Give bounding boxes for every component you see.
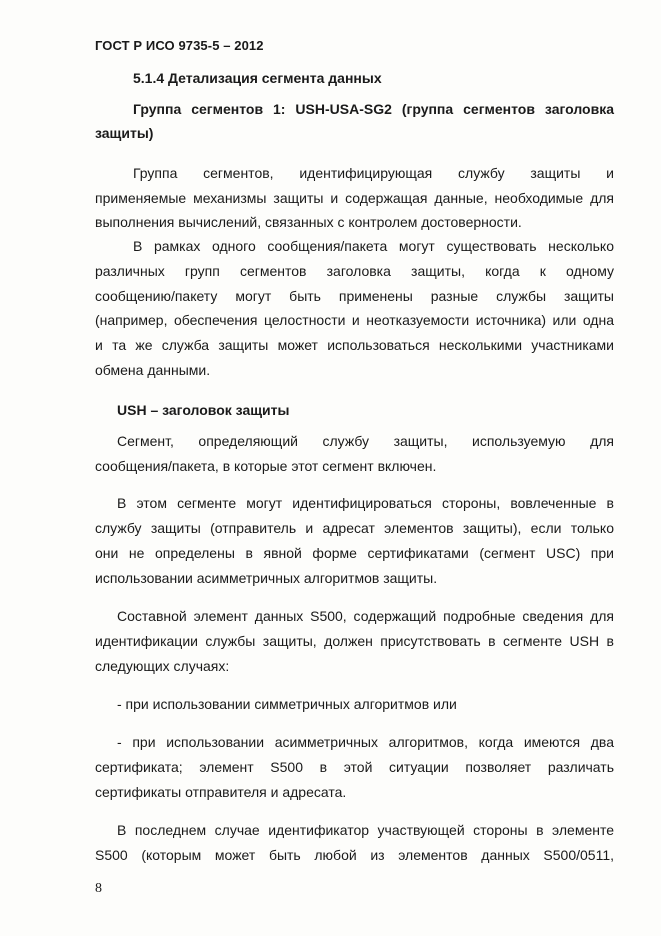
list-item-continuation: сертификаты отправителя и адресата. [95, 784, 347, 800]
segment-group-title-line1: Группа сегментов 1: USH-USA-SG2 (группа сегментов заголовка [133, 101, 614, 117]
list-item: - при использовании симметричных алгоритмов или [117, 696, 457, 712]
section-title: 5.1.4 Детализация сегмента данных [133, 70, 382, 86]
paragraph-line: различных групп сегментов заголовка защиты, когда к одному [95, 263, 614, 279]
paragraph-line: службу защиты (отправитель и адресат элементов защиты), если только [95, 520, 614, 536]
paragraph-line: идентификации службы защиты, должен присутствовать в сегменте USH в [95, 633, 614, 649]
paragraph-line: Составной элемент данных S500, содержащий подробные сведения для [117, 608, 614, 624]
paragraph-line: В этом сегменте могут идентифицироваться стороны, вовлеченные в [117, 495, 614, 511]
paragraph-line: применяемые механизмы защиты и содержащая данные, необходимые для [95, 190, 614, 206]
paragraph-line: обмена данными. [95, 362, 211, 378]
list-item-continuation: сертификата; элемент S500 в этой ситуации позволяет различать [95, 759, 614, 775]
paragraph-line: S500 (которым может быть любой из элементов данных S500/0511, [95, 847, 614, 863]
paragraph-line: выполнения вычислений, связанных с контролем достоверности. [95, 214, 522, 230]
paragraph-line: В последнем случае идентификатор участвующей стороны в элементе [117, 822, 614, 838]
paragraph-line: Сегмент, определяющий службу защиты, используемую для [117, 433, 614, 449]
paragraph-line: и та же служба защиты может использоваться несколькими участниками [95, 337, 614, 353]
paragraph-line: использовании асимметричных алгоритмов защиты. [95, 570, 438, 586]
paragraph-line: они не определены в явной форме сертификатами (сегмент USC) при [95, 545, 614, 561]
paragraph-line: сообщению/пакету могут быть применены разные службы защиты [95, 288, 614, 304]
list-item: - при использовании асимметричных алгоритмов, когда имеются два [117, 734, 614, 750]
page-number: 8 [95, 881, 102, 896]
paragraph-line: следующих случаях: [95, 658, 230, 674]
paragraph-line: Группа сегментов, идентифицирующая службу защиты и [133, 165, 614, 181]
ush-heading: USH – заголовок защиты [117, 402, 290, 418]
segment-group-title-line2: защиты) [95, 125, 154, 141]
paragraph-line: сообщения/пакета, в которые этот сегмент включен. [95, 458, 437, 474]
paragraph-line: (например, обеспечения целостности и неотказуемости источника) или одна [95, 312, 614, 328]
paragraph-line: В рамках одного сообщения/пакета могут существовать несколько [133, 238, 614, 254]
document-header: ГОСТ Р ИСО 9735-5 – 2012 [95, 38, 264, 53]
